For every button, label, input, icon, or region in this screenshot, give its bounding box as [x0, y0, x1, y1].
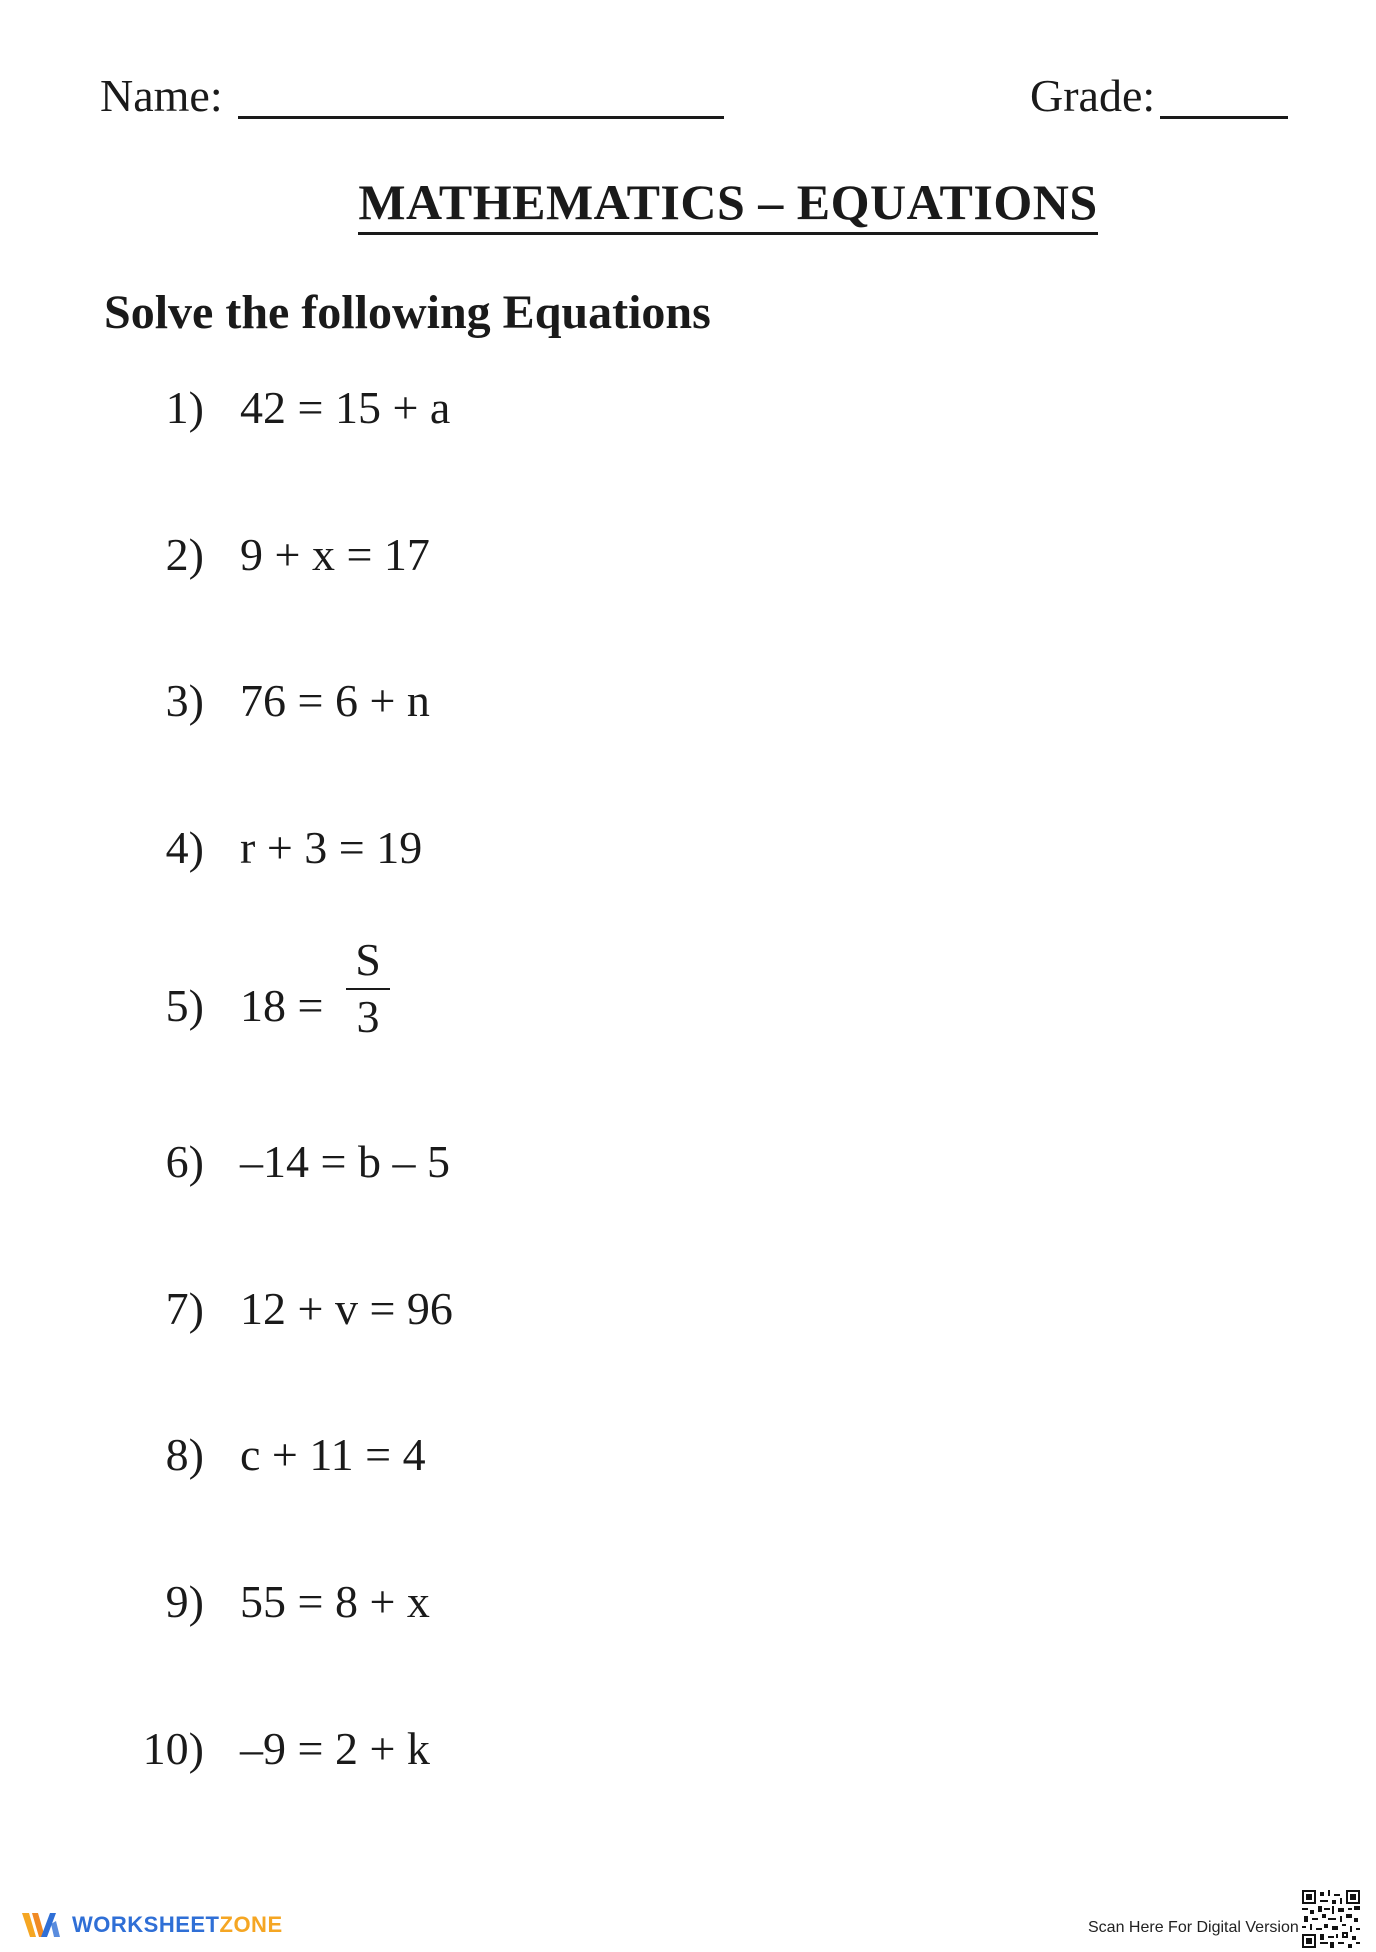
problem-2	[0, 525, 900, 585]
problem-4	[0, 818, 900, 878]
problem-equation-left: 18 =	[240, 980, 324, 1031]
logo-text	[72, 1912, 283, 1938]
problem-1	[0, 378, 900, 438]
problem-number: 1)	[165, 382, 204, 433]
problem-number: 8)	[165, 1429, 204, 1480]
problem-equation: –14 = b – 5	[240, 1136, 450, 1187]
instructions-heading: Solve the following Equations	[104, 286, 711, 339]
logo-text-accent: ZONE	[219, 1912, 283, 1937]
problem-equation: –9 = 2 + k	[240, 1723, 430, 1774]
problem-equation: 76 = 6 + n	[240, 675, 430, 726]
header-row	[100, 70, 1290, 130]
problem-9	[0, 1572, 900, 1632]
problem-number: 3)	[165, 675, 204, 726]
problem-number: 4)	[165, 822, 204, 873]
page-title-wrapper	[0, 172, 1376, 232]
problem-6	[0, 1132, 900, 1192]
problem-number: 2)	[165, 529, 204, 580]
problem-equation: 9 + x = 17	[240, 529, 430, 580]
problem-number: 10)	[142, 1723, 204, 1774]
fraction-denominator: 3	[356, 991, 380, 1042]
problem-equation: 55 = 8 + x	[240, 1576, 430, 1627]
problem-number: 9)	[165, 1576, 204, 1627]
problem-number: 6)	[165, 1136, 204, 1187]
worksheetzone-logo[interactable]	[20, 1910, 283, 1940]
qr-code-icon[interactable]	[1302, 1890, 1360, 1948]
page-title: MATHEMATICS – EQUATIONS	[358, 174, 1097, 235]
problem-number: 5)	[165, 980, 204, 1031]
fraction	[346, 936, 390, 1042]
problem-7	[0, 1279, 900, 1339]
problem-equation: c + 11 = 4	[240, 1429, 426, 1480]
problem-number: 7)	[165, 1283, 204, 1334]
name-blank-line[interactable]	[238, 116, 724, 119]
worksheetzone-logo-icon	[20, 1910, 64, 1940]
problem-3	[0, 671, 900, 731]
problem-5	[0, 934, 900, 1042]
grade-label: Grade:	[1030, 70, 1156, 121]
scan-caption: Scan Here For Digital Version	[1088, 1919, 1299, 1936]
problem-equation: 42 = 15 + a	[240, 382, 451, 433]
problem-equation: r + 3 = 19	[240, 822, 423, 873]
problem-equation: 12 + v = 96	[240, 1283, 453, 1334]
fraction-numerator: S	[346, 936, 390, 990]
logo-text-main: WORKSHEET	[72, 1912, 220, 1937]
grade-blank-line[interactable]	[1160, 116, 1288, 119]
problem-10	[0, 1719, 900, 1779]
name-label: Name:	[100, 70, 223, 121]
problem-8	[0, 1425, 900, 1485]
